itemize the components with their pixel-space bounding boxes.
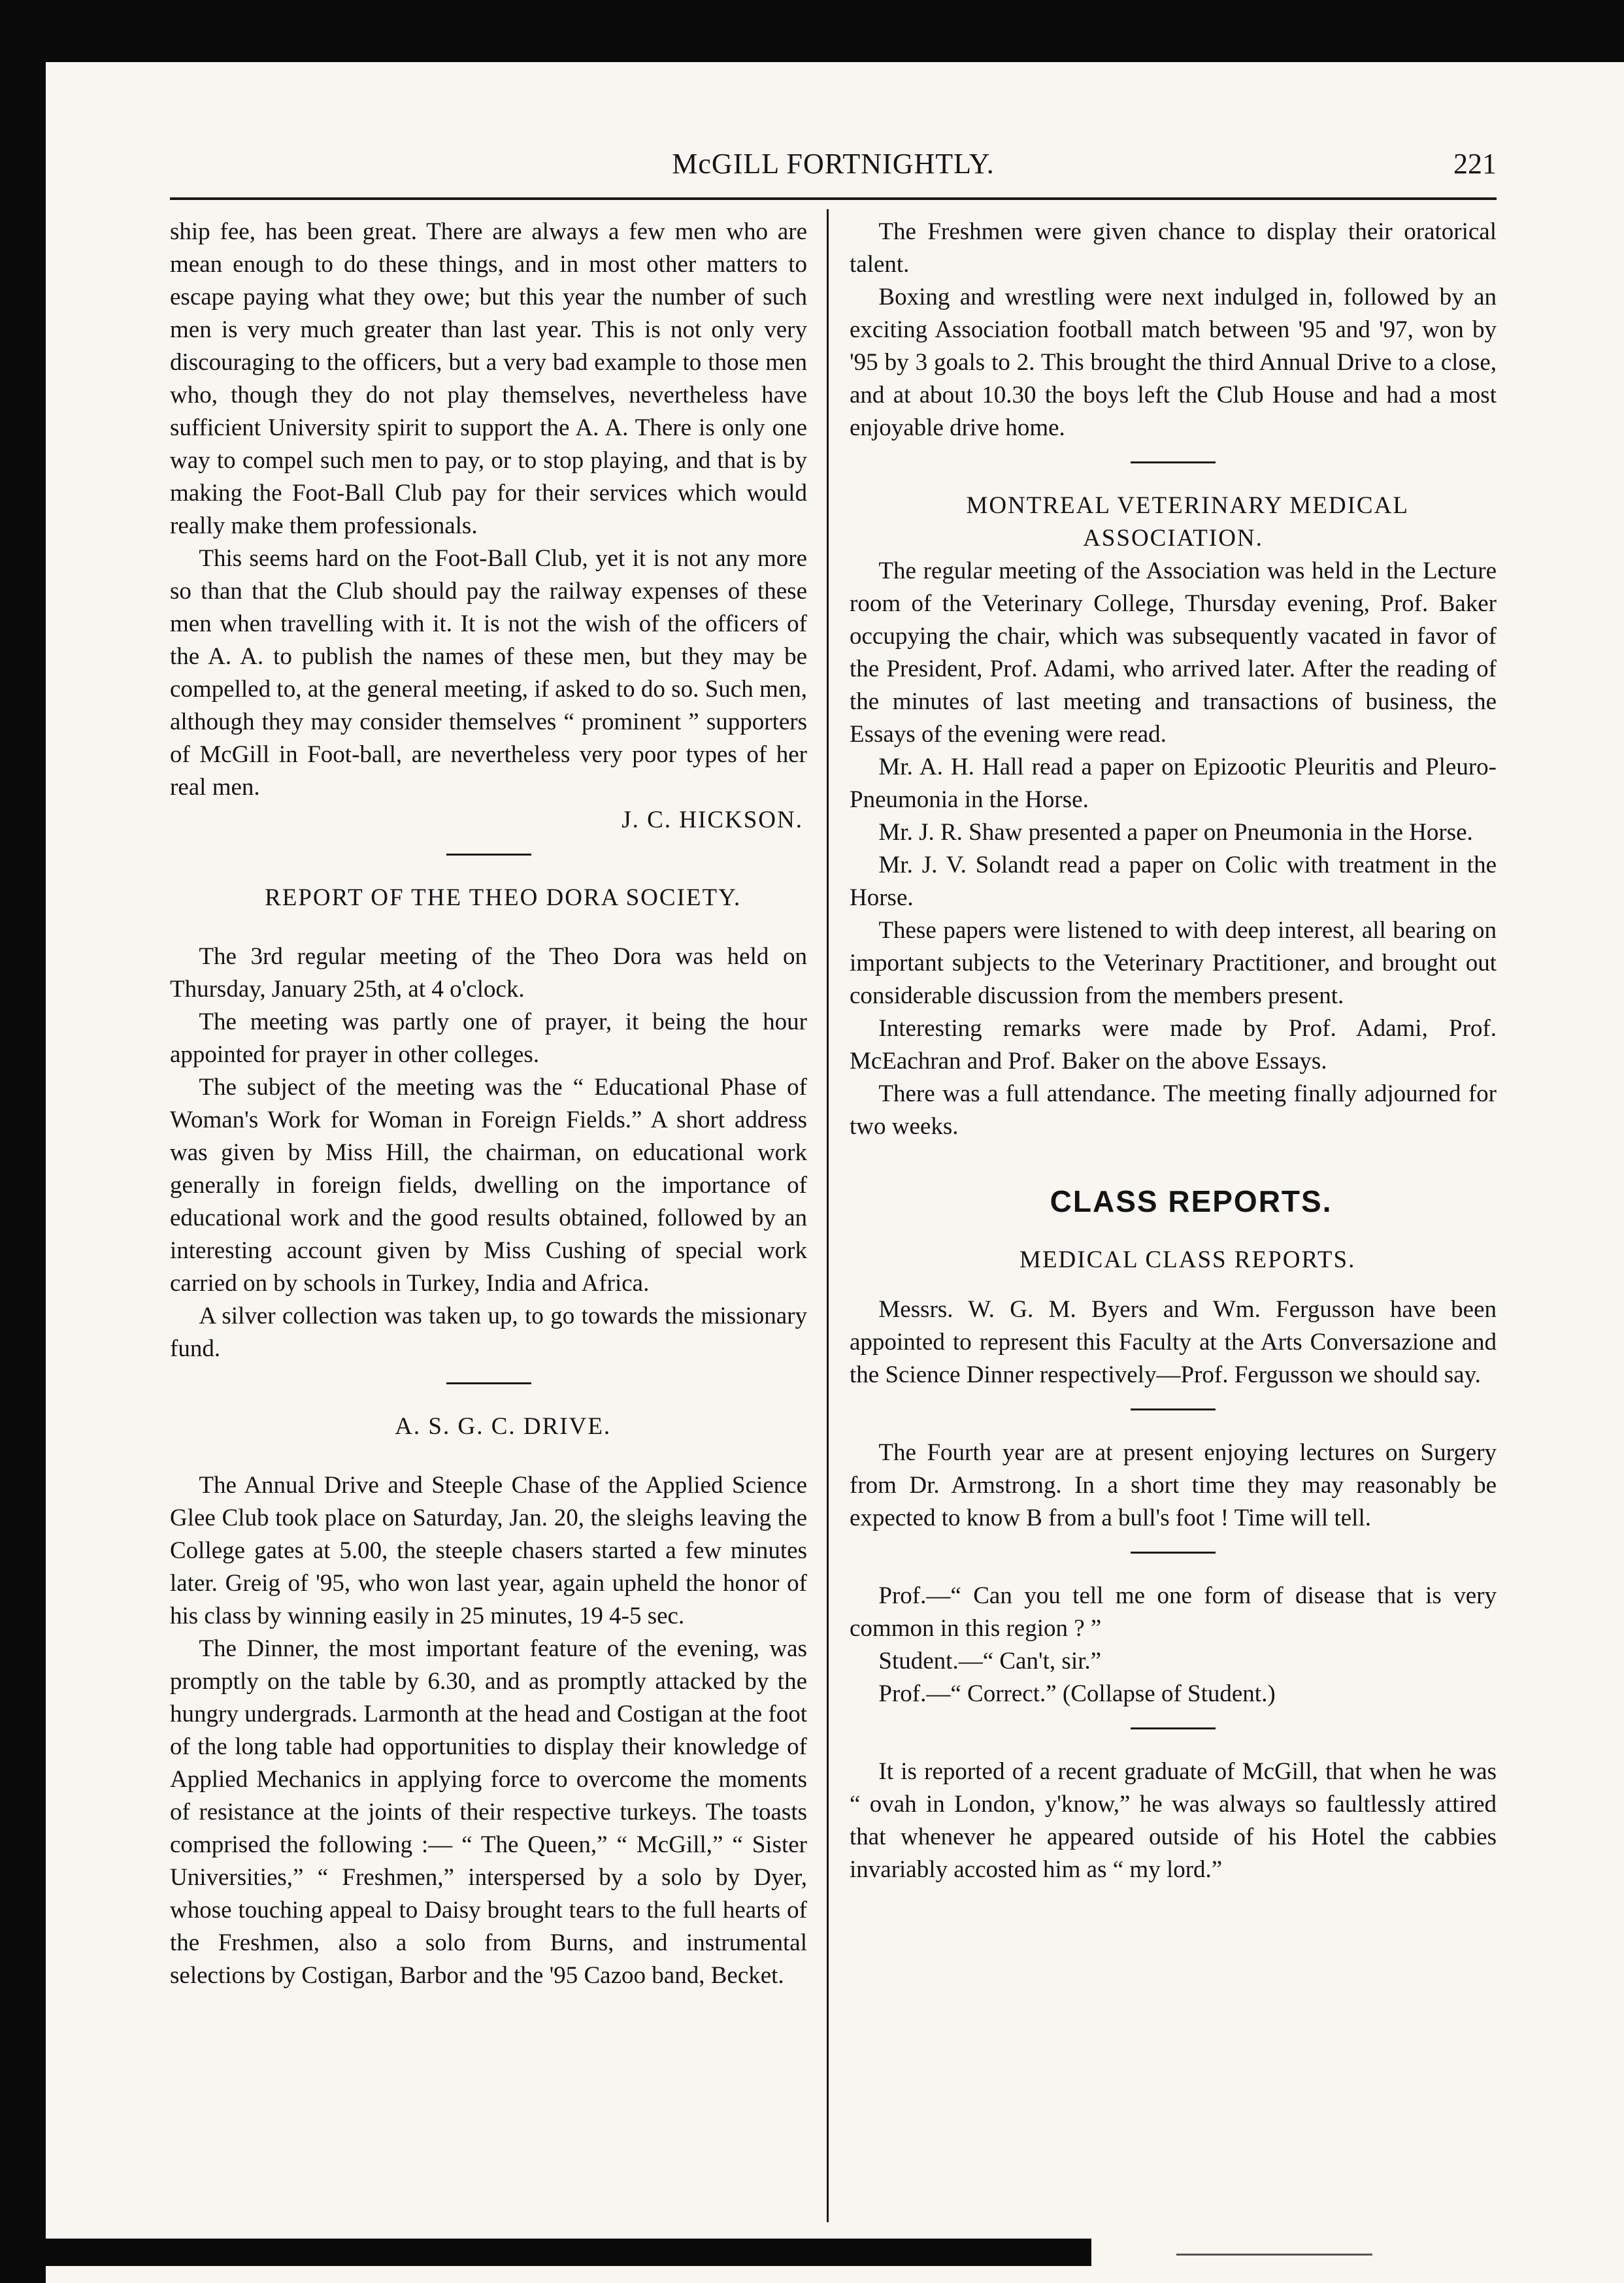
paragraph: Interesting remarks were made by Prof. Adami, Prof. McEachran and Prof. Baker on the above Essays. (850, 1015, 1497, 1075)
scan-border-bottom (46, 2239, 1091, 2266)
paragraph: Mr. J. R. Shaw presented a paper on Pneumonia in the Horse. (878, 819, 1473, 846)
dialogue-line: Prof.—“ Correct.” (Collapse of Student.) (878, 1680, 1276, 1707)
paragraph: Boxing and wrestling were next indulged in, followed by an exciting Association football match between '95 and '97, won by '95 by 3 goals to 2. This brought the third Annual Drive to a close, and at about 10.30 the boys left the Club House and had a most enjoyable drive home. (850, 284, 1497, 441)
left-column (170, 216, 807, 1992)
dialogue-line: Student.—“ Can't, sir.” (878, 1648, 1102, 1675)
publication-title: McGILL FORTNIGHTLY. (672, 148, 995, 180)
paragraph: The Freshmen were given chance to display their oratorical talent. (850, 218, 1497, 278)
page-number: 221 (1453, 148, 1497, 180)
paragraph: The Annual Drive and Steeple Chase of the Applied Science Glee Club took place on Saturday, Jan. 20, the sleighs leaving the College gates at 5.00, the steeple chasers started a few minutes later. Greig of '95, who won last year, again upheld the honor of his class by winning easily in 25 minutes, 19 4-5 sec. (170, 1472, 807, 1629)
section-heading-veterinary: MONTREAL VETERINARY MEDICAL ASSOCIATION. (966, 492, 1409, 552)
signature: J. C. HICKSON. (621, 807, 803, 833)
header-rule (170, 197, 1497, 200)
scan-border-top (0, 0, 1624, 62)
paragraph: The 3rd regular meeting of the Theo Dora was held on Thursday, January 25th, at 4 o'clock. (170, 943, 807, 1003)
dialogue-line: Prof.—“ Can you tell me one form of disease that is very common in this region ? ” (850, 1582, 1497, 1642)
scan-mark-bottom (1176, 2254, 1372, 2256)
paragraph: The subject of the meeting was the “ Educational Phase of Woman's Work for Woman in Foreign Fields.” A short address was given by Miss Hill, the chairman, on educational work generally in foreign fields, dwelling on the importance of educational work and the good results obtained, followed by an interesting account given by Miss Cushing of special work carried on by schools in Turkey, India and Africa. (170, 1074, 807, 1297)
paragraph: Mr. A. H. Hall read a paper on Epizootic Pleuritis and Pleuro-Pneumonia in the Horse. (850, 754, 1497, 813)
section-heading-theo-dora: REPORT OF THE THEO DORA SOCIETY. (265, 884, 742, 911)
right-column (850, 216, 1497, 1886)
paragraph: ship fee, has been great. There are always a few men who are mean enough to do these things, and in most other matters to escape paying what they owe; but this year the number of such men is very much greater than last year. This is not only very discouraging to the officers, but a very bad example to those men who, though they do not play themselves, nevertheless have sufficient University spirit to support the A. A. There is only one way to compel such men to pay, or to stop playing, and that is by making the Foot-Ball Club pay for their services which would really make them professionals. (170, 218, 807, 539)
paragraph: These papers were listened to with deep interest, all bearing on important subjects to the Veterinary Practitioner, and brought out considerable discussion from the members present. (850, 917, 1497, 1009)
section-heading-medical: MEDICAL CLASS REPORTS. (1019, 1246, 1356, 1273)
paragraph: There was a full attendance. The meeting finally adjourned for two weeks. (850, 1080, 1497, 1140)
running-head (170, 147, 1497, 193)
paragraph: Messrs. W. G. M. Byers and Wm. Fergusson have been appointed to represent this Faculty at the Arts Conversazione and the Science Dinner respectively—Prof. Fergusson we should say. (850, 1296, 1497, 1388)
paragraph: This seems hard on the Foot-Ball Club, yet it is not any more so than that the Club should pay the railway expenses of these men when travelling with it. It is not the wish of the officers of the A. A. to publish the names of these men, but they may be compelled to, at the general meeting, if asked to do so. Such men, although they may consider themselves “ prominent ” supporters of McGill in Foot-ball, are nevertheless very poor types of her real men. (170, 545, 807, 801)
paragraph: The Dinner, the most important feature of the evening, was promptly on the table by 6.30, and as promptly attacked by the hungry undergrads. Larmonth at the head and Costigan at the foot of the long table had opportunities to display their knowledge of Applied Mechanics in applying force to overcome the moments of resistance at the joints of their respective turkeys. The toasts comprised the following :— “ The Queen,” “ McGill,” “ Sister Universities,” “ Freshmen,” interspersed by a solo by Dyer, whose touching appeal to Daisy brought tears to the full hearts of the Freshmen, also a solo from Burns, and instrumental selections by Costigan, Barbor and the '95 Cazoo band, Becket. (170, 1635, 807, 1989)
paragraph: The regular meeting of the Association was held in the Lecture room of the Veterinary College, Thursday evening, Prof. Baker occupying the chair, which was subsequently vacated in favor of the President, Prof. Adami, who arrived later. After the reading of the minutes of last meeting and transactions of business, the Essays of the evening were read. (850, 558, 1497, 748)
paragraph: The Fourth year are at present enjoying lectures on Surgery from Dr. Armstrong. In a short time they may reasonably be expected to know B from a bull's foot ! Time will tell. (850, 1439, 1497, 1531)
paragraph: The meeting was partly one of prayer, it being the hour appointed for prayer in other colleges. (170, 1008, 807, 1068)
scan-border-left (0, 39, 46, 2283)
section-heading-asgc-drive: A. S. G. C. DRIVE. (395, 1413, 612, 1440)
paragraph: A silver collection was taken up, to go towards the missionary fund. (170, 1303, 807, 1362)
paragraph: Mr. J. V. Solandt read a paper on Colic with treatment in the Horse. (850, 852, 1497, 911)
class-reports-title: CLASS REPORTS. (1050, 1184, 1333, 1218)
paragraph: It is reported of a recent graduate of McGill, that when he was “ ovah in London, y'know,” he was always so faultlessly attired that whenever he appeared outside of his Hotel the cabbies invariably accosted him as “ my lord.” (850, 1758, 1497, 1883)
column-divider (827, 209, 829, 2222)
